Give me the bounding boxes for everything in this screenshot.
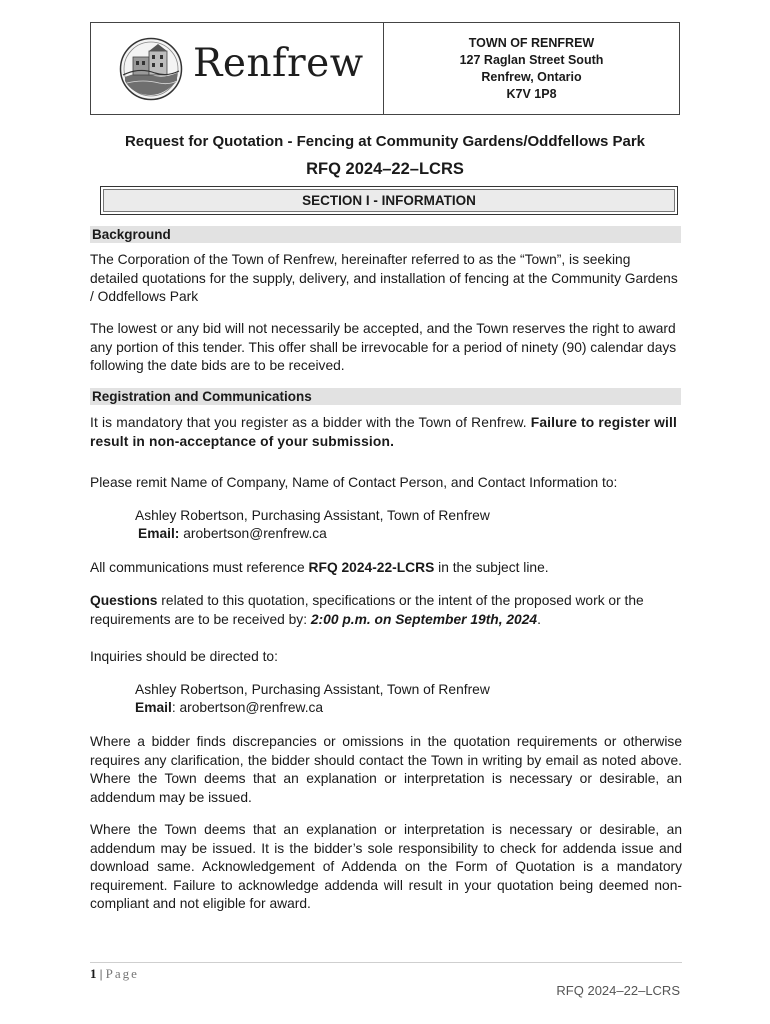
- email-label: Email:: [138, 526, 180, 541]
- contact-email[interactable]: arobertson@renfrew.ca: [179, 526, 327, 541]
- reference-paragraph: [90, 559, 682, 578]
- inquiries-paragraph: Inquiries should be directed to:: [90, 649, 278, 664]
- email-label: Email: [135, 700, 172, 715]
- section-heading: [100, 186, 678, 215]
- remit-instructions: Please remit Name of Company, Name of Contact Person, and Contact Information to:: [90, 475, 618, 490]
- rfq-number: RFQ 2024–22–LCRS: [306, 160, 464, 178]
- contact-name: Ashley Robertson, Purchasing Assistant, Town of Renfrew: [135, 508, 490, 523]
- questions-text: related to this quotation, specifications or the intent of the proposed work or the requirements are to be received by:: [90, 593, 644, 627]
- footer-reference: RFQ 2024–22–LCRS: [556, 983, 680, 998]
- address-line: TOWN OF RENFREW: [468, 35, 595, 50]
- contact-name: Ashley Robertson, Purchasing Assistant, Town of Renfrew: [135, 682, 490, 697]
- logo-wordmark: Renfrew: [193, 41, 364, 86]
- discrepancies-paragraph: Where a bidder finds discrepancies or omissions in the quotation requirements or otherwise requires any clarification, the bidder should contact the Town in writing by email as noted above. Where the Town deems that an explanation or interpretation is necessary or desirable, an addendum may be issued.: [90, 734, 682, 805]
- page-label: Page: [105, 966, 139, 981]
- questions-deadline: 2:00 p.m. on September 19th, 2024: [310, 611, 538, 627]
- registration-paragraph: [90, 414, 682, 451]
- registration-heading: Registration and Communications: [90, 388, 681, 405]
- reference-text: All communications must reference: [90, 560, 309, 575]
- background-paragraph-1: The Corporation of the Town of Renfrew, hereinafter referred to as the “Town”, is seeking detailed quotations for the supply, delivery, and installation of fencing at the Community Gardens / Oddfellows Park: [90, 252, 678, 305]
- contact-email[interactable]: : arobertson@renfrew.ca: [171, 700, 324, 715]
- contact-email-line: [135, 699, 695, 718]
- background-paragraph-2: The lowest or any bid will not necessarily be accepted, and the Town reserves the right to award any portion of this tender. This offer shall be irrevocable for a period of ninety (90) calendar days following the date bids are to be received.: [90, 321, 677, 374]
- registration-text: It is mandatory that you register as a bidder with the Town of Renfrew.: [90, 415, 531, 430]
- page-number: [90, 966, 139, 982]
- address-line: K7V 1P8: [506, 86, 557, 101]
- questions-paragraph: [90, 592, 682, 629]
- section-title: SECTION I - INFORMATION: [302, 193, 476, 208]
- footer-divider: [90, 962, 682, 963]
- questions-end: .: [537, 611, 541, 627]
- address-line: Renfrew, Ontario: [481, 69, 582, 84]
- questions-label: Questions: [90, 593, 158, 608]
- letterhead-box: [90, 22, 680, 115]
- logo-cell: [91, 23, 384, 114]
- contact-email-line: [138, 525, 698, 544]
- background-heading: Background: [90, 226, 681, 243]
- reference-code: RFQ 2024-22-LCRS: [308, 560, 435, 575]
- registration-warning: Failure to register will result in non-acceptance of your submission.: [90, 415, 677, 449]
- document-title: Request for Quotation - Fencing at Community Gardens/Oddfellows Park: [124, 133, 646, 150]
- address-block: [384, 23, 679, 114]
- addenda-paragraph: Where the Town deems that an explanation or interpretation is necessary or desirable, an addendum may be issued. It is the bidder’s sole responsibility to check for addenda issue and download same. Acknowledgement of Addenda on the Form of Quotation is a mandatory requirement. Failure to acknowledge addenda will result in your quotation being deemed non-compliant and not eligible for award.: [90, 822, 682, 912]
- page-separator: |: [96, 966, 106, 981]
- reference-text-end: in the subject line.: [434, 560, 549, 575]
- renfrew-emblem-icon: [119, 37, 183, 101]
- page-number-value: 1: [90, 966, 97, 981]
- address-line: 127 Raglan Street South: [459, 52, 604, 67]
